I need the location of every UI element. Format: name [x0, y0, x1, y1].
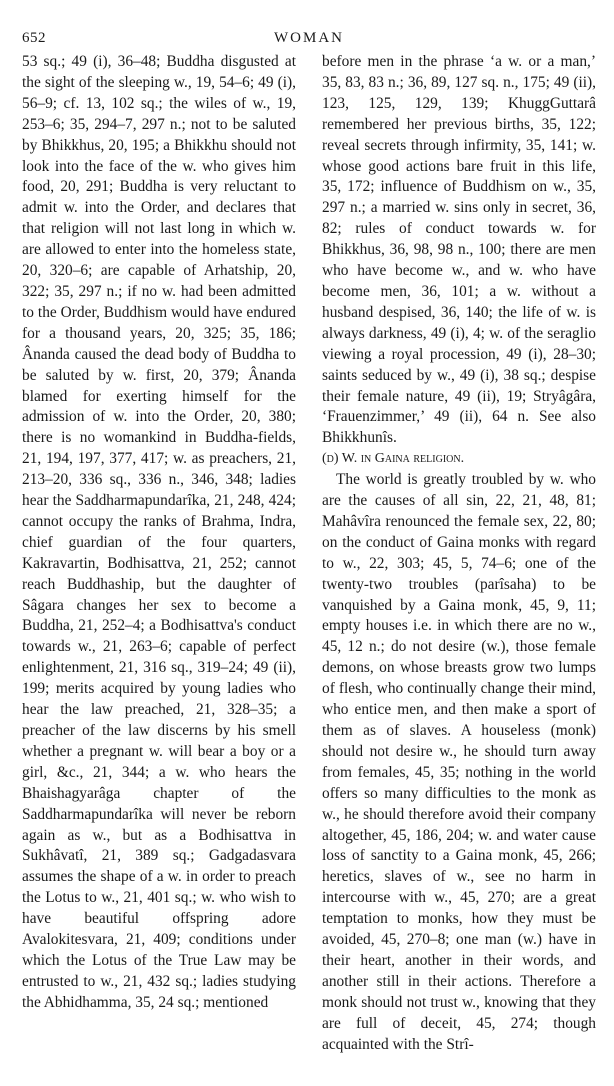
- running-title: WOMAN: [274, 30, 344, 46]
- right-column-text-top: before men in the phrase ‘a w. or a man,’ 35, 83, 83 n.; 36, 89, 127 sq. n., 175; 49 (ii), 123, 125, 129, 139; KhuggGuttarâ remembered her previous births, 35, 122; reveal secrets through infirmity, 35, 141; w. whose good actions bare fruit in this life, 35, 172; influence of Buddhism on w., 35, 297 n.; a married w. sins only in secret, 36, 82; rules of conduct towards w. for Bhikkhus, 36, 98, 98 n., 100; there are men who have become w., and w. who have become men, 36, 101; a w. without a husband despised, 36, 140; the life of w. is always darkness, 49 (i), 4; w. of the seraglio viewing a royal procession, 49 (i), 28–30; saints seduced by w., 49 (i), 38 sq.; despise their female nature, 49 (ii), 19; Stryâgâra, ‘Frauenzimmer,’ 49 (ii), 64 n. See also Bhikkhunîs.: [322, 53, 596, 447]
- index-columns: [22, 52, 596, 1056]
- right-column-text-bottom: The world is greatly troubled by w. who are the causes of all sin, 22, 21, 48, 81; Mahâvîra renounced the female sex, 22, 80; on the conduct of Gaina monks with regard to w., 22, 303; 45, 5, 74–6; one of the twenty-two troubles (parîsaha) to be vanquished by a Gaina monk, 45, 9, 11; empty houses i.e. in which there are no w., 45, 12 n.; do not desire (w.), those female demons, on whose breasts grow two lumps of flesh, who continually change their mind, who entice men, and then make a sport of them as of slaves. A houseless (monk) should not desire w., he should turn away from females, 45, 35; nothing in the world offers so many difficulties to the monk as w., he should therefore avoid their company altogether, 45, 186, 204; w. and water cause loss of sanctity to a Gaina monk, 45, 266; heretics, slaves of w., see no harm in intercourse with w., 45, 270; are a great temptation to monks, how they must be avoided, 45, 270–8; one man (w.) have in their heart, another in their words, and another still in their actions. Therefore a monk should not trust w., knowing that they are full of deceit, 45, 274; though acquainted with the Strî-: [322, 471, 596, 1053]
- running-head: [22, 24, 596, 52]
- left-column: [22, 52, 296, 1056]
- section-heading-gaina: (d) W. in Gaina religion.: [322, 451, 465, 467]
- right-column: [322, 52, 596, 1056]
- left-column-text: 53 sq.; 49 (i), 36–48; Buddha disgusted at the sight of the sleeping w., 19, 54–6; 49 (i), 56–9; cf. 13, 102 sq.; the wiles of w., 19, 253–6; 35, 294–7, 297 n.; not to be saluted by Bhikkhus, 20, 195; a Bhikkhu should not look into the face of the w. who gives him food, 20, 291; Buddha is very reluctant to admit w. into the Order, and declares that that religion will not last long in which w. are allowed to enter into the homeless state, 20, 320–6; are capable of Arhatship, 20, 322; 35, 297 n.; if no w. had been admitted to the Order, Buddhism would have endured for a thousand years, 20, 325; 35, 186; Ânanda caused the dead body of Buddha to be saluted by w. first, 20, 379; Ânanda blamed for exerting himself for the admission of w. into the Order, 20, 380; there is no womankind in Buddha-fields, 21, 194, 197, 377, 417; w. as preachers, 21, 213–20, 336 sq., 336 n., 346, 348; ladies hear the Saddharmapundarîka, 21, 248, 424; cannot occupy the ranks of Brahma, Indra, chief guardian of the four quarters, Kakravartin, Bodhisattva, 21, 252; cannot reach Buddhaship, but the daughter of Sâgara changes her sex to become a Buddha, 21, 252–4; a Bodhisattva's conduct towards w., 21, 263–6; capable of perfect enlightenment, 21, 316 sq., 319–24; 49 (ii), 199; merits acquired by young ladies who hear the law preached, 21, 328–35; a preacher of the law discerns by his smell whether a pregnant w. will bear a boy or a girl, &c., 21, 344; a w. who hears the Bhaishagyarâga chapter of the Saddharmapundarîka will never be reborn again as w., but as a Bodhisattva in Sukhâvatî, 21, 389 sq.; Gadgadasvara assumes the shape of a w. in order to preach the Lotus to w., 21, 401 sq.; w. who wish to have beautiful offspring adore Avalokitesvara, 21, 409; conditions under which the Lotus of the True Law may be entrusted to w., 21, 432 sq.; ladies studying the Abhidhamma, 35, 24 sq.; mentioned: [22, 53, 296, 1011]
- page-number: 652: [22, 30, 46, 46]
